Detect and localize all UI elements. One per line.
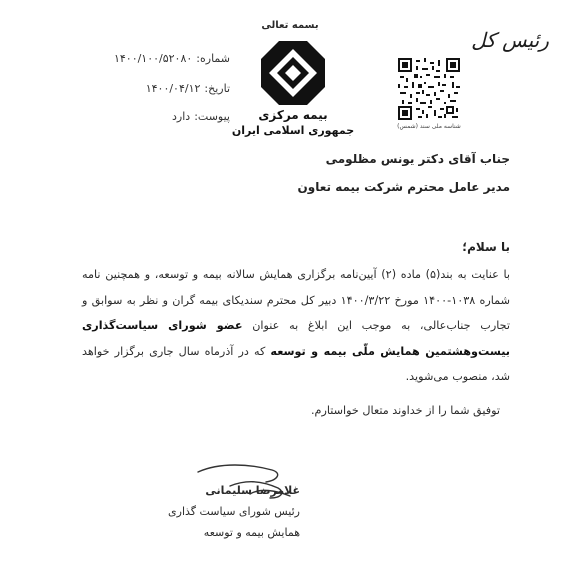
attachment-label: پیوست:: [194, 110, 230, 123]
attachment-value: دارد: [172, 110, 191, 123]
recipient-title: مدیر عامل محترم شرکت بیمه تعاون: [297, 180, 510, 194]
letter-date: [80, 82, 230, 95]
number-value: ۱۴۰۰/۱۰۰/۵۲۰۸۰: [113, 52, 193, 65]
letter-number: [80, 52, 230, 65]
signature-scribble: [190, 458, 300, 508]
date-label: تاریخ:: [204, 82, 230, 95]
handwritten-note: رئیس کل: [471, 28, 549, 52]
date-value: ۱۴۰۰/۰۴/۱۲: [145, 82, 201, 95]
letter-attachment: [80, 110, 230, 123]
signatory-title-1: رئیس شورای سیاست گذاری: [168, 505, 300, 518]
recipient-name: جناب آقای دکتر یونس مظلومی: [325, 152, 510, 166]
body-text-part-1: با عنایت به بند(۵) ماده (۲) آیین‌نامه برگزاری همایش سالانه بیمه و توسعه، و همچنین نامه شماره ۱۰۳۸-۱۴۰۰ مورخ ۱۴۰۰/۳/۲۲ دبیر کل محترم سندیکای بیمه گران و نظر به سوابق و تجارب جناب‌عالی، به موجب این ابلاغ به عنوان: [82, 268, 511, 332]
qr-caption: شناسه ملی سند (شمس): [397, 123, 461, 130]
body-bold-appointment: عضو شورای سیاست‌گذاری بیست‌وهشتمین همایش ملّی بیمه و توسعه: [82, 319, 511, 358]
greeting: با سلام؛: [462, 240, 510, 254]
signatory-name: غلامرضا سلیمانی: [205, 484, 300, 497]
logo-line-1: بیمه مرکزی: [258, 108, 328, 122]
qr-code: [398, 58, 460, 120]
signatory-title-2: همایش بیمه و توسعه: [203, 526, 300, 539]
central-insurance-logo: [258, 38, 328, 108]
closing-line: توفیق شما را از خداوند متعال خواستارم.: [311, 404, 500, 417]
body-text-part-2: که در آذرماه سال جاری برگزار خواهد شد، منصوب می‌شوید.: [82, 344, 510, 383]
logo-line-2: جمهوری اسلامی ایران: [231, 124, 355, 137]
number-label: شماره:: [196, 52, 230, 65]
letter-body: [82, 262, 510, 390]
basmala: بسمه تعالی: [261, 20, 319, 31]
